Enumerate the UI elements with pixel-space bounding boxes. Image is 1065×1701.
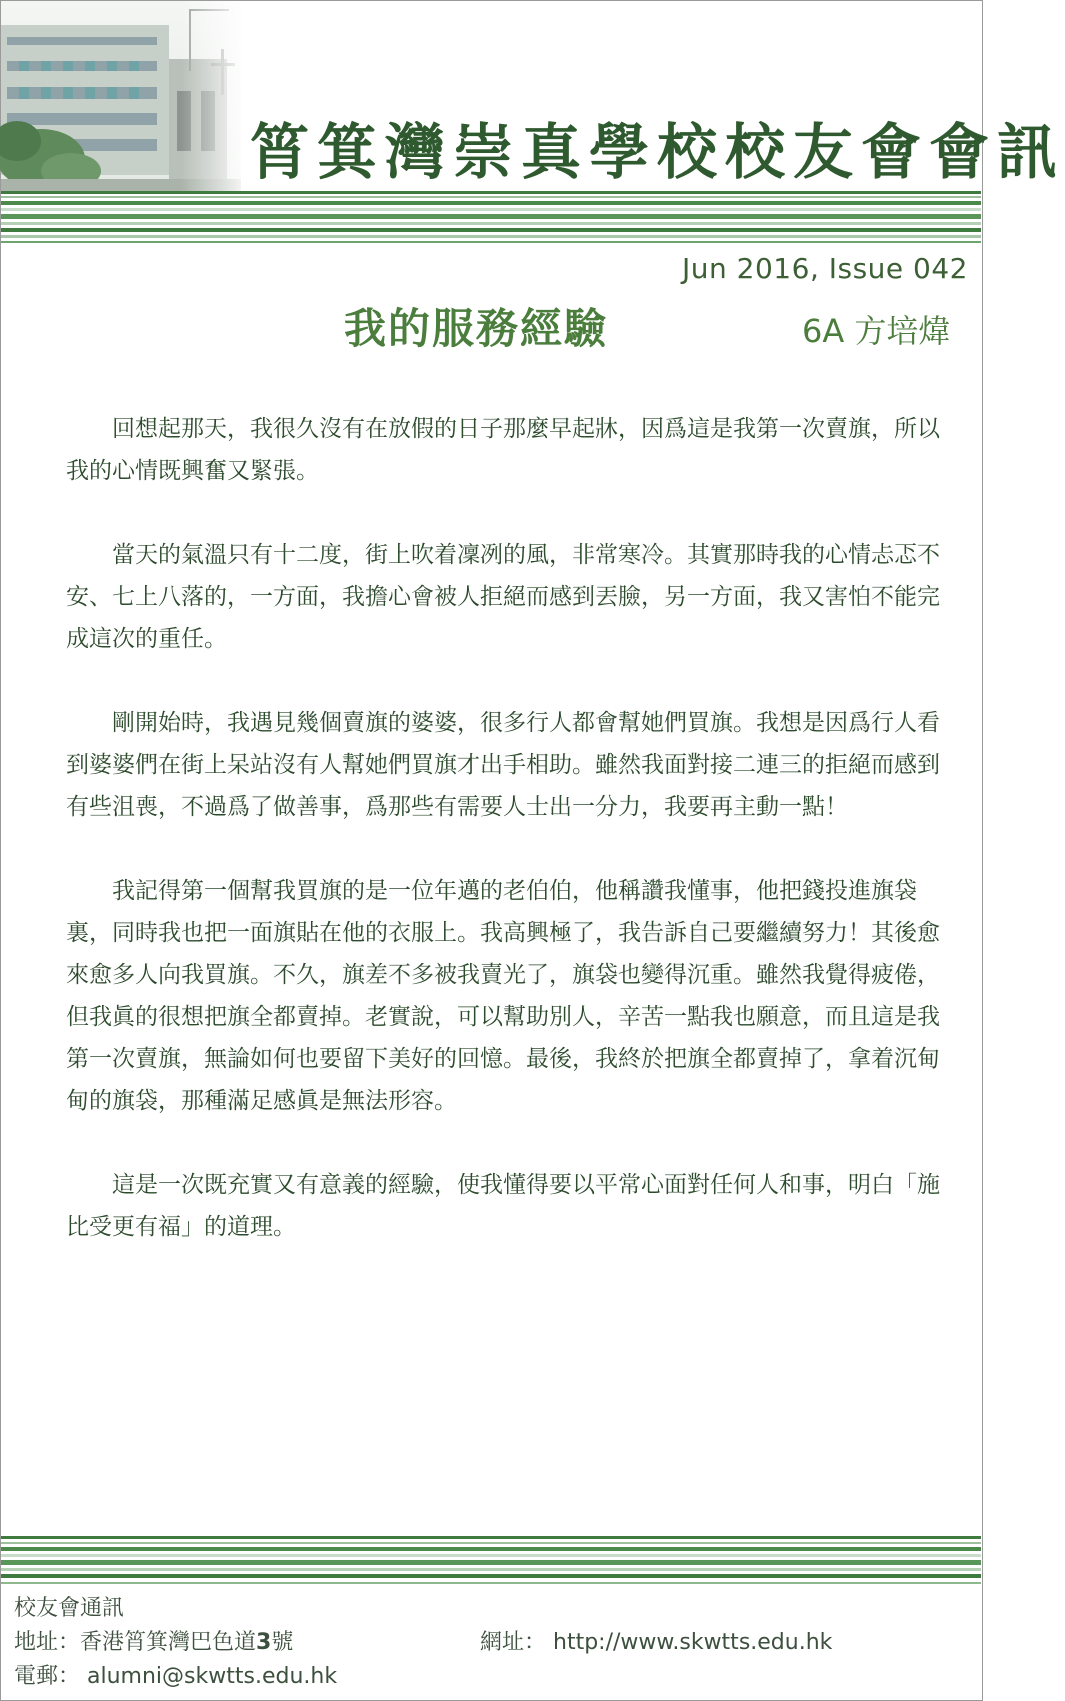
paragraph-2: 當天的氣溫只有十二度，街上吹着凜冽的風，非常寒冷。其實那時我的心情忐忑不安、七上八落的，一方面，我擔心會被人拒絕而感到丟臉，另一方面，我又害怕不能完成這次的重任。 — [66, 542, 940, 652]
address-suffix: 號 — [271, 1630, 294, 1655]
article-title: 我的服務經驗 — [344, 304, 609, 353]
address-value: 香港筲箕灣巴色道 — [80, 1630, 257, 1655]
paragraph-3: 剛開始時，我遇見幾個賣旗的婆婆，很多行人都會幫她們買旗。我想是因爲行人看到婆婆們在街上呆站沒有人幫她們買旗才出手相助。雖然我面對接二連三的拒絕而感到有些沮喪，不過爲了做善事，爲那些有需要人士出一分力，我要再主動一點！ — [66, 710, 940, 820]
footer-name: 校友會通訊 — [14, 1596, 125, 1621]
footer-stripes — [1, 1536, 981, 1590]
footer-website — [480, 1626, 832, 1660]
article-author: 6A 方培煒 — [802, 312, 951, 350]
website-link[interactable]: http://www.skwtts.edu.hk — [553, 1630, 833, 1655]
email-label: 電郵： — [14, 1664, 81, 1689]
address-number: 3 — [256, 1630, 272, 1655]
paragraph-5: 這是一次既充實又有意義的經驗，使我懂得要以平常心面對任何人和事，明白「施比受更有福」的道理。 — [66, 1172, 940, 1240]
article-body — [66, 408, 944, 1290]
school-building-photo — [1, 1, 241, 193]
paragraph-4: 我記得第一個幫我買旗的是一位年邁的老伯伯，他稱讚我懂事，他把錢投進旗袋裏，同時我也把一面旗貼在他的衣服上。我高興極了，我告訴自己要繼續努力！其後愈來愈多人向我買旗。不久，旗差不多被我賣光了，旗袋也變得沉重。雖然我覺得疲倦，但我眞的很想把旗全都賣掉。老實說，可以幫助別人，辛苦一點我也願意，而且這是我第一次賣旗，無論如何也要留下美好的回憶。最後，我終於把旗全都賣掉了，拿着沉甸甸的旗袋，那種滿足感眞是無法形容。 — [66, 878, 940, 1114]
header-stripes — [1, 191, 981, 246]
website-label: 網址： — [480, 1630, 547, 1655]
paragraph-1: 回想起那天，我很久沒有在放假的日子那麼早起牀，因爲這是我第一次賣旗，所以我的心情既興奮又緊張。 — [66, 416, 940, 484]
email-value[interactable]: alumni@skwtts.edu.hk — [87, 1664, 338, 1689]
footer-info — [14, 1592, 964, 1694]
issue-date: Jun 2016, Issue 042 — [682, 252, 968, 285]
masthead-title: 筲箕灣崇真學校校友會會訊 — [249, 118, 1065, 188]
footer-email — [14, 1660, 964, 1694]
address-label: 地址： — [14, 1630, 81, 1655]
newsletter-header — [1, 1, 1065, 246]
